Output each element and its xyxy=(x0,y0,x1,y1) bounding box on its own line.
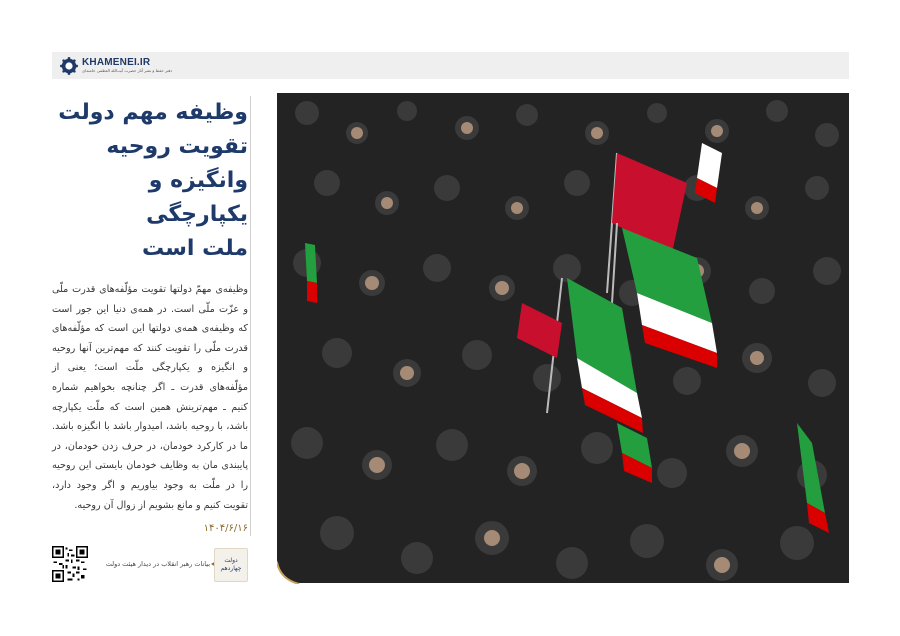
government-logo-line1: دولت xyxy=(224,557,238,564)
column-divider xyxy=(250,96,251,536)
article-body: وظیفه‌ی مهمّ دولتها تقویت مؤلّفه‌های قدرت ملّی و عزّت ملّی است. در همه‌ی دنیا این جور است که وظیفه‌ی همه‌ی دولتها این است که مؤلّفه‌های قدرت ملّی را تقویت کنند که مهم‌ترین آنها روحیه و انگیزه و یکپارچگی ملّت است؛ یعنی از مؤلّفه‌های قدرت ـ اگر چنانچه بخواهیم شماره کنیم ـ مهم‌ترینش همین است که ملّت یکپارچه باشد، با روحیه باشد، امیدوار باشد با انگیزه باشد. ما در کارکرد خودمان، در حرف زدن خودمان، در پایبندی مان به وظایف خودمان بایستی این روحیه را در ملّت به وجود بیاوریم و اگر وجود دارد، تقویت کنیم و مانع بشویم از زوال آن روحیه. xyxy=(52,284,248,511)
corner-ornament xyxy=(277,560,301,584)
site-logo[interactable] xyxy=(60,57,172,75)
government-logo-line2: چهاردهم xyxy=(220,565,242,572)
crowd-photo xyxy=(277,93,849,583)
article-text-column xyxy=(52,96,248,534)
logo-emblem-icon xyxy=(60,57,78,75)
footer-source-label: بیانات رهبر انقلاب در دیدار هیئت دولت xyxy=(105,560,210,568)
header-bar xyxy=(52,52,849,79)
footer xyxy=(52,546,248,586)
qr-code-icon[interactable] xyxy=(52,546,88,582)
article-title: وظیفه مهم دولت تقویت روحیه وانگیزه و یکپارچگی ملت است xyxy=(58,100,248,261)
article-date: ۱۴۰۴/۶/۱۶ xyxy=(203,523,248,535)
logo-text: KHAMENEI.IR xyxy=(82,57,151,68)
crowd-photo-illustration xyxy=(277,93,849,583)
logo-subtext: دفتر حفظ و نشر آثار حضرت آیت‌الله العظمی خامنه‌ای xyxy=(82,68,173,73)
government-logo xyxy=(214,548,248,582)
